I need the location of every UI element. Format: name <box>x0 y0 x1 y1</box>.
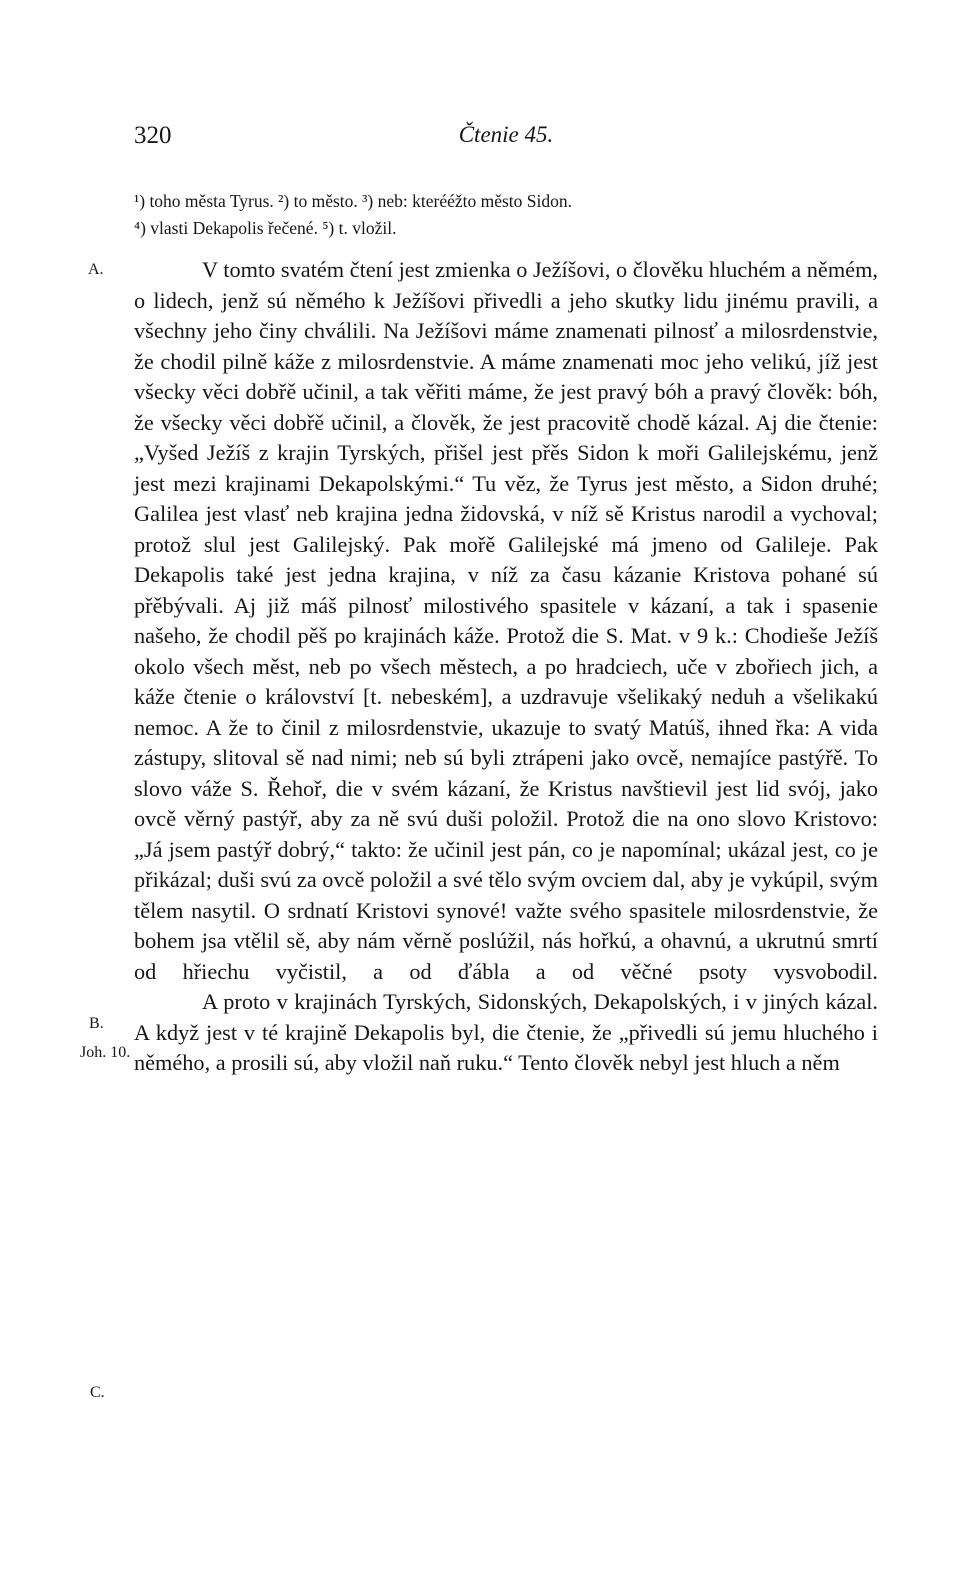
marginal-note-b: B. <box>89 1015 104 1032</box>
running-title: Čtenie 45. <box>458 122 554 147</box>
main-text <box>134 255 878 1079</box>
page-number: 320 <box>134 122 172 149</box>
paragraph: V tomto svatém čtení jest zmienka o Ježíšovi, o člověku hluchém a němém, o lidech, jenž sú němého k Ježíšovi přivedli a jeho skutky lidu jinému pravili, a všechny jeho činy chválili. Na Ježíšovi máme znamenati pilnosť a milosrdenstvie, že chodil pilně káže z milosrdenstvie. A máme znamenati moc jeho velikú, jíž jest všecky věci dobřě učinil, a tak věřiti máme, že jest pravý bóh a pravý člověk: bóh, že všecky věci dobřě učinil, a člověk, že jest pracovitě chodě kázal. Aj die čtenie: „Vyšed Ježíš z krajin Tyrských, přišel jest přěs Sidon k moři Galilejskému, jenž jest mezi krajinami Dekapolskými.“ Tu věz, že Tyrus jest město, a Sidon druhé; Galilea jest vlasť neb krajina jedna židovská, v níž sě Kristus narodil a vychoval; protož slul jest Galilejský. Pak mořě Galilejské má jmeno od Galileje. Pak Dekapolis také jest jedna krajina, v níž za času kázanie Kristova pohané sú přěbývali. Aj již máš pilnosť milostivého spasitele v kázaní, a tak i spasenie našeho, že chodil pěš po krajinách káže. Protož die S. Mat. v 9 k.: Chodieše Ježíš okolo všech měst, neb po všech městech, a po hradciech, uče v zbořiech jich, a káže čtenie o království [t. nebeském], a uzdravuje všelikaký neduh a všelikakú nemoc. A že to činil z milosrdenstvie, ukazuje to svatý Matúš, ihned řka: A vida zástupy, slitoval sě nad nimi; neb sú byli ztrápeni jako ovcě, nemajíce pastýřě. To slovo váže S. Řehoř, die v svém kázaní, že Kristus navštievil jest lid svój, jako ovcě věrný pastýř, aby za ně svú duši položil. Protož die na ono slovo Kristovo: „Já jsem pastýř dobrý,“ takto: že učinil jest pán, co je napomínal; ukázal jest, co je přikázal; duši svú za ovcě položil a své tělo svým ovciem dal, aby je vykúpil, svým tělem nasytil. O srdnatí Kristovi synové! važte svého spasitele milosrdenstvie, že bohem jsa vtělil sě, aby nám věrně poslúžil, nás hořkú, a ohavnú, a ukrutnú smrtí od hřiechu vyčistil, a od ďábla a od věčné psoty vysvobodil. <box>134 257 878 984</box>
marginal-note-c: C. <box>90 1384 105 1401</box>
footnotes <box>134 188 878 242</box>
page-header <box>134 122 878 156</box>
paragraph: A proto v krajinách Tyrských, Sidonských, Dekapolských, i v jiných kázal. A když jest v té krajině Dekapolis byl, die čtenie, že „přivedli sú jemu hluchého i němého, a prosili sú, aby vložil naň ruku.“ Tento člověk nebyl jest hluch a něm <box>134 989 878 1075</box>
footnote-line: ¹) toho města Tyrus. ²) to město. ³) neb: kterééžto město Sidon. <box>134 191 573 211</box>
footnote-line: ⁴) vlasti Dekapolis řečené. ⁵) t. vložil. <box>134 218 397 238</box>
marginal-note-a: A. <box>88 261 104 278</box>
marginal-note-joh: Joh. 10. <box>80 1044 131 1061</box>
